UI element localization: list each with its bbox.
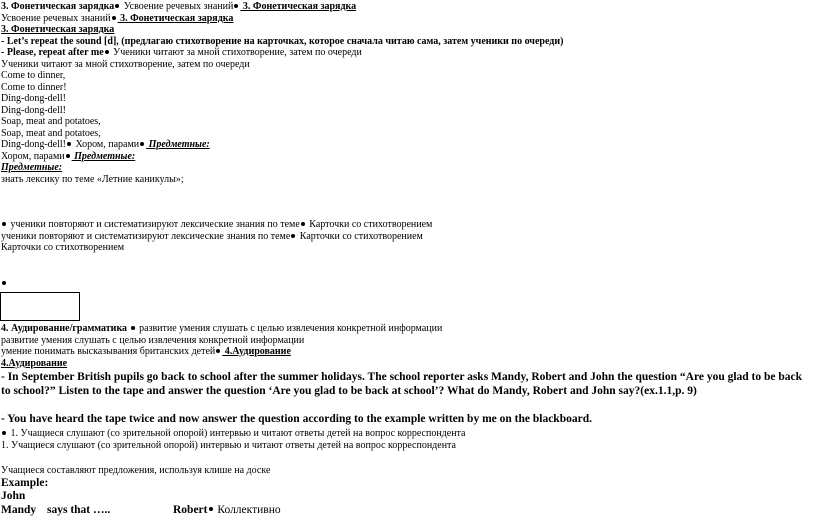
text-mandy: Mandy — [1, 504, 47, 517]
line-mandy — [1, 504, 813, 517]
bullet-icon — [105, 50, 109, 54]
paragraph-september: - In September British pupils go back to school after the summer holidays. The school reporter asks Mandy, Robert and John the question “Are you glad to be back to school?” Listen to the tape and answer the question ‘Are you glad to be back at school’? What do Mandy, Robert and John say?(ex.1.1,p. 9) — [1, 370, 813, 398]
instruction-repeat-after-me: - Please, repeat after me — [1, 47, 104, 58]
bullet-icon — [140, 142, 144, 146]
text-john: John — [1, 490, 813, 504]
line-empty-bullet — [1, 278, 813, 290]
heading-listening: 4.Аудирование — [1, 358, 813, 370]
poem-line: Ding-dong-dell! — [1, 139, 66, 150]
text-chorus-pairs: Хором, парами — [73, 139, 139, 150]
line-2 — [1, 13, 813, 25]
text-listening-skill-2: развитие умения слушать с целью извлечения конкретной информации — [1, 335, 813, 347]
text-speech-knowledge: Усвоение речевых знаний — [1, 13, 111, 24]
bullet-icon — [131, 326, 135, 330]
text-students-listen: 1. Учащиеся слушают (со зрительной опорой) интервью и читают ответы детей на вопрос корреспондента — [8, 428, 466, 439]
text-poem-cards: Карточки со стихотворением — [307, 219, 433, 230]
heading-phonetic: 3. Фонетическая зарядка — [1, 1, 114, 12]
document-body — [1, 0, 813, 517]
text-students-compose: Учащиеся составляют предложения, используя клише на доске — [1, 465, 813, 477]
heading-phonetic-link: 3. Фонетическая зарядка — [240, 1, 356, 12]
text-students-listen-2: 1. Учащиеся слушают (со зрительной опорой) интервью и читают ответы детей на вопрос корреспондента — [1, 440, 813, 452]
bullet-icon — [209, 507, 213, 511]
text-speech-knowledge: Усвоение речевых знаний — [121, 1, 233, 12]
label-subject-results: Предметные: — [72, 151, 136, 162]
text-poem-cards: Карточки со стихотворением — [1, 242, 813, 254]
bullet-icon — [301, 222, 305, 226]
line-1 — [1, 1, 813, 13]
bullet-icon — [2, 431, 6, 435]
bullet-icon — [291, 234, 295, 238]
heading-listening-link: 4.Аудирование — [222, 346, 291, 357]
line-chorus-pairs — [1, 151, 813, 163]
text-students-read: Ученики читают за мной стихотворение, затем по очереди — [111, 47, 362, 58]
poem-line: Soap, meat and potatoes, — [1, 116, 813, 128]
heading-phonetic-underlined: 3. Фонетическая зарядка — [1, 24, 813, 36]
label-example: Example: — [1, 477, 813, 491]
text-says-that: says that ….. — [47, 504, 173, 517]
paragraph-answer-question: - You have heard the tape twice and now answer the question according to the example written by me on the blackboard. — [1, 412, 813, 426]
heading-listening-grammar: 4. Аудирование/грамматика — [1, 323, 130, 334]
text-students-read-2: Ученики читают за мной стихотворение, затем по очереди — [1, 59, 813, 71]
line-students-repeat-2 — [1, 231, 813, 243]
bullet-icon — [115, 4, 119, 8]
bullet-icon — [112, 16, 116, 20]
poem-line: Come to dinner, — [1, 70, 813, 82]
text-understand-british: умение понимать высказывания британских детей — [1, 346, 215, 357]
text-chorus-pairs: Хором, парами — [1, 151, 65, 162]
line-understand — [1, 346, 813, 358]
text-students-repeat: ученики повторяют и систематизируют лексические знания по теме — [8, 219, 300, 230]
label-subject-results: Предметные: — [146, 139, 210, 150]
bullet-icon — [2, 281, 6, 285]
bullet-icon — [67, 142, 71, 146]
label-subject-results: Предметные: — [1, 162, 813, 174]
text-listening-skill: развитие умения слушать с целью извлечения конкретной информации — [137, 323, 443, 334]
bullet-icon — [234, 4, 238, 8]
empty-table-cell — [0, 292, 80, 321]
poem-line: Ding-dong-dell! — [1, 105, 813, 117]
poem-line: Ding-dong-dell! — [1, 93, 813, 105]
poem-line: Soap, meat and potatoes, — [1, 128, 813, 140]
text-robert: Robert — [173, 504, 208, 516]
line-students-repeat — [1, 219, 813, 231]
instruction-repeat-sound: - Let’s repeat the sound [d], (предлагаю стихотворение на карточках, которое сначала читаю сама, затем ученики по очереди) — [1, 36, 813, 48]
heading-phonetic-link: 3. Фонетическая зарядка — [118, 13, 234, 24]
bullet-icon — [2, 222, 6, 226]
text-students-repeat: ученики повторяют и систематизируют лексические знания по теме — [1, 231, 290, 242]
line-repeat-after-me — [1, 47, 813, 59]
text-poem-cards: Карточки со стихотворением — [297, 231, 423, 242]
text-collectively: Коллективно — [215, 504, 281, 516]
poem-line: Come to dinner! — [1, 82, 813, 94]
line-ding-dong — [1, 139, 813, 151]
line-listening-grammar — [1, 323, 813, 335]
bullet-icon — [216, 349, 220, 353]
line-students-listen — [1, 428, 813, 440]
text-vocabulary-goal: знать лексику по теме «Летние каникулы»; — [1, 174, 813, 186]
bullet-icon — [66, 154, 70, 158]
